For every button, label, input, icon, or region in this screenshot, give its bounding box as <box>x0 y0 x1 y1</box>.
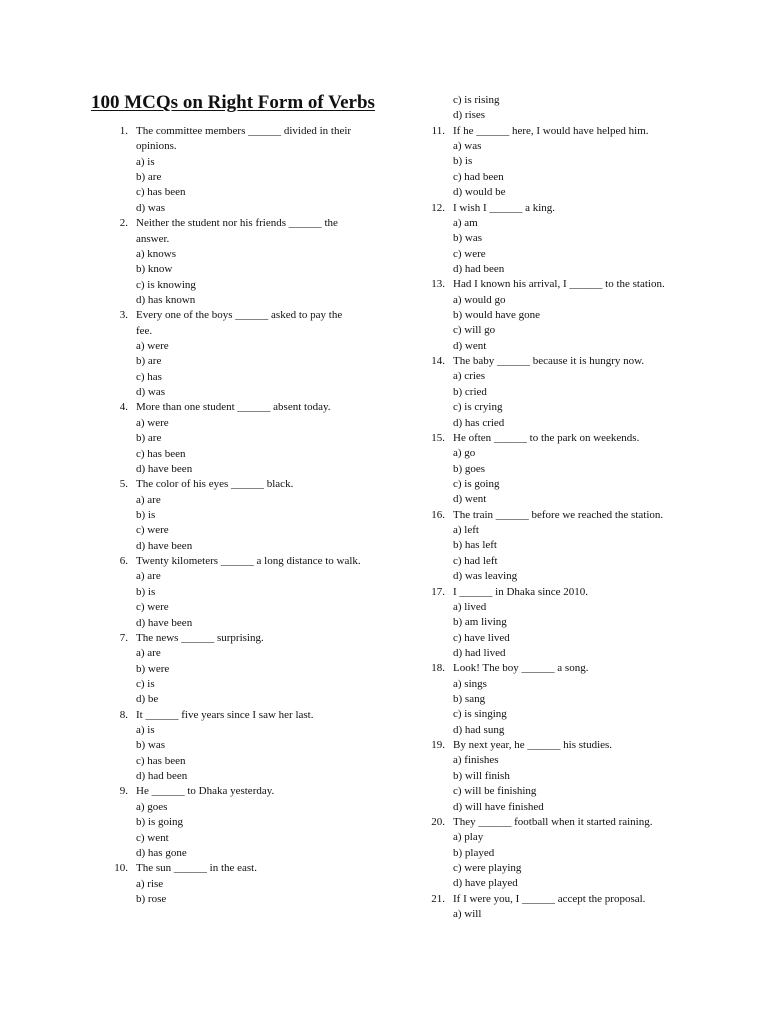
option-list <box>453 677 755 738</box>
option-list <box>453 753 755 814</box>
question-item <box>108 708 438 785</box>
option: b) has left <box>453 539 497 552</box>
option: a) finishes <box>453 754 499 767</box>
option: b) was <box>136 739 166 752</box>
option-list <box>453 446 755 507</box>
left-column <box>108 124 438 907</box>
option: d) would be <box>453 186 506 199</box>
option: c) is rising <box>453 94 500 106</box>
option: d) had been <box>453 262 505 275</box>
option: a) would go <box>453 293 506 306</box>
question-item <box>108 861 438 907</box>
question-item <box>425 431 755 508</box>
question-item <box>108 631 438 708</box>
option: d) was <box>136 386 166 399</box>
option: a) play <box>453 831 484 844</box>
option: b) am living <box>453 616 507 629</box>
option: b) rose <box>136 892 167 905</box>
option: a) knows <box>136 247 177 260</box>
option: b) played <box>453 846 495 859</box>
option: c) were playing <box>453 861 522 874</box>
option-list <box>136 877 438 908</box>
option: b) were <box>136 662 170 675</box>
option: b) is going <box>136 816 184 829</box>
question-item <box>425 508 755 585</box>
option: a) rise <box>136 877 164 890</box>
option-list <box>453 293 755 354</box>
question-item <box>108 216 438 308</box>
option: c) is singing <box>453 708 507 721</box>
option: a) were <box>136 416 169 429</box>
option: b) are <box>136 355 162 368</box>
question-text: The train ______ before we reached the station. <box>453 508 664 521</box>
question-item <box>108 124 438 216</box>
option: b) are <box>136 171 162 184</box>
option: c) went <box>136 831 169 844</box>
question-text: Twenty kilometers ______ a long distance to walk. <box>136 555 361 568</box>
option: a) left <box>453 524 479 537</box>
option: d) rises <box>453 109 486 122</box>
question-item <box>425 738 755 815</box>
question-text: I wish I ______ a king. <box>453 201 556 214</box>
continued-options <box>425 93 755 124</box>
option-list <box>136 800 438 861</box>
option-list <box>136 646 438 707</box>
option: a) am <box>453 216 478 229</box>
option: d) went <box>453 493 487 506</box>
question-number: 19. <box>431 739 445 752</box>
question-number: 17. <box>431 585 445 598</box>
option: d) have been <box>136 616 193 629</box>
option: d) has gone <box>136 846 187 859</box>
question-text: It ______ five years since I saw her last. <box>136 708 314 721</box>
option: c) is knowing <box>136 278 196 291</box>
question-text: The committee members ______ divided in their opinions. <box>136 125 352 153</box>
question-number: 1. <box>119 125 128 137</box>
option: d) went <box>453 339 487 352</box>
question-text: They ______ football when it started raining. <box>453 815 653 828</box>
option: b) was <box>453 232 483 245</box>
option: c) had left <box>453 554 498 567</box>
option: d) have played <box>453 877 518 890</box>
option: a) is <box>136 724 155 737</box>
option-list <box>136 155 438 216</box>
question-text: If I were you, I ______ accept the proposal. <box>453 892 646 905</box>
option: b) know <box>136 263 173 276</box>
question-text: Every one of the boys ______ asked to pay the fee. <box>136 309 343 337</box>
option: b) is <box>136 508 156 521</box>
question-number: 2. <box>119 217 128 230</box>
question-number: 4. <box>119 401 128 414</box>
option: b) is <box>453 155 473 168</box>
option: a) lived <box>453 600 487 613</box>
question-number: 11. <box>431 124 445 137</box>
option: c) has been <box>136 186 186 199</box>
option: a) go <box>453 447 476 460</box>
question-text: The baby ______ because it is hungry now. <box>453 355 645 368</box>
option: b) are <box>136 432 162 445</box>
question-number: 18. <box>431 662 445 675</box>
question-text: The color of his eyes ______ black. <box>136 478 294 491</box>
question-number: 3. <box>119 309 128 322</box>
option: a) are <box>136 647 161 660</box>
option-list <box>453 600 755 661</box>
question-item <box>425 124 755 201</box>
option: d) was leaving <box>453 570 518 583</box>
question-text: More than one student ______ absent today. <box>136 401 331 414</box>
question-item <box>425 815 755 892</box>
question-text: He often ______ to the park on weekends. <box>453 431 640 444</box>
option: c) will go <box>453 324 496 337</box>
question-number: 12. <box>431 201 445 214</box>
option: b) is <box>136 585 156 598</box>
question-text: By next year, he ______ his studies. <box>453 739 613 752</box>
option: c) will be finishing <box>453 785 537 798</box>
option-list <box>453 830 755 891</box>
question-number: 8. <box>119 708 128 721</box>
option: a) cries <box>453 370 486 383</box>
question-item <box>425 277 755 354</box>
question-number: 6. <box>119 555 128 568</box>
question-text: Neither the student nor his friends ______ the answer. <box>136 217 338 245</box>
question-item <box>108 554 438 631</box>
option: d) has cried <box>453 416 505 429</box>
option: a) is <box>136 155 155 168</box>
option-list <box>453 216 755 277</box>
option-list <box>136 339 438 400</box>
option: a) sings <box>453 677 487 690</box>
question-text: If he ______ here, I would have helped him. <box>453 124 649 137</box>
option: b) would have gone <box>453 309 541 322</box>
question-number: 21. <box>431 892 445 905</box>
question-number: 15. <box>431 431 445 444</box>
option: d) will have finished <box>453 800 544 813</box>
option: a) are <box>136 570 161 583</box>
question-item <box>108 477 438 554</box>
option: c) had been <box>453 170 504 183</box>
option-list <box>453 523 755 584</box>
question-number: 7. <box>119 631 128 644</box>
option: c) is crying <box>453 401 503 414</box>
option: a) are <box>136 493 161 506</box>
option: c) were <box>136 601 169 614</box>
question-text: He ______ to Dhaka yesterday. <box>136 785 275 798</box>
option: c) were <box>453 247 486 260</box>
question-text: Had I known his arrival, I ______ to the station. <box>453 278 665 291</box>
option: c) have lived <box>453 631 510 644</box>
option-list <box>453 369 755 430</box>
option: b) will finish <box>453 769 510 782</box>
option: d) have been <box>136 462 193 475</box>
question-text: The news ______ surprising. <box>136 631 264 644</box>
option: a) were <box>136 340 169 353</box>
question-number: 13. <box>431 278 445 291</box>
question-item <box>108 400 438 477</box>
option: d) was <box>136 201 166 214</box>
option-list <box>136 723 438 784</box>
question-text: Look! The boy ______ a song. <box>453 662 589 675</box>
option: d) has known <box>136 293 196 306</box>
right-column <box>425 93 755 922</box>
option-list <box>136 569 438 630</box>
option: b) sang <box>453 693 486 706</box>
question-number: 14. <box>431 355 445 368</box>
question-item <box>108 308 438 400</box>
option-list <box>453 139 755 200</box>
question-item <box>108 784 438 861</box>
option: d) be <box>136 693 159 706</box>
question-number: 9. <box>119 785 128 798</box>
question-number: 10. <box>114 862 128 875</box>
page-title: 100 MCQs on Right Form of Verbs <box>91 92 375 113</box>
question-number: 20. <box>431 815 445 828</box>
option: d) had lived <box>453 646 506 659</box>
option-list <box>453 907 755 922</box>
option: a) will <box>453 908 482 921</box>
question-text: The sun ______ in the east. <box>136 862 257 875</box>
question-item <box>425 354 755 431</box>
option: a) goes <box>136 800 168 813</box>
option: c) has <box>136 370 162 383</box>
question-item <box>425 585 755 662</box>
question-text: I ______ in Dhaka since 2010. <box>453 585 589 598</box>
option: c) were <box>136 524 169 537</box>
option: d) have been <box>136 539 193 552</box>
option-list <box>136 416 438 477</box>
option: a) was <box>453 140 482 153</box>
option: d) had been <box>136 770 188 783</box>
option-list <box>136 247 438 308</box>
option: d) had sung <box>453 723 505 736</box>
option: c) has been <box>136 754 186 767</box>
option-list <box>136 493 438 554</box>
question-number: 5. <box>119 478 128 491</box>
question-item <box>425 661 755 738</box>
option: c) is going <box>453 477 500 490</box>
question-number: 16. <box>431 508 445 521</box>
question-item <box>425 892 755 923</box>
option: b) cried <box>453 385 487 398</box>
question-item <box>425 201 755 278</box>
option: b) goes <box>453 462 486 475</box>
option: c) is <box>136 677 155 690</box>
option: c) has been <box>136 447 186 460</box>
